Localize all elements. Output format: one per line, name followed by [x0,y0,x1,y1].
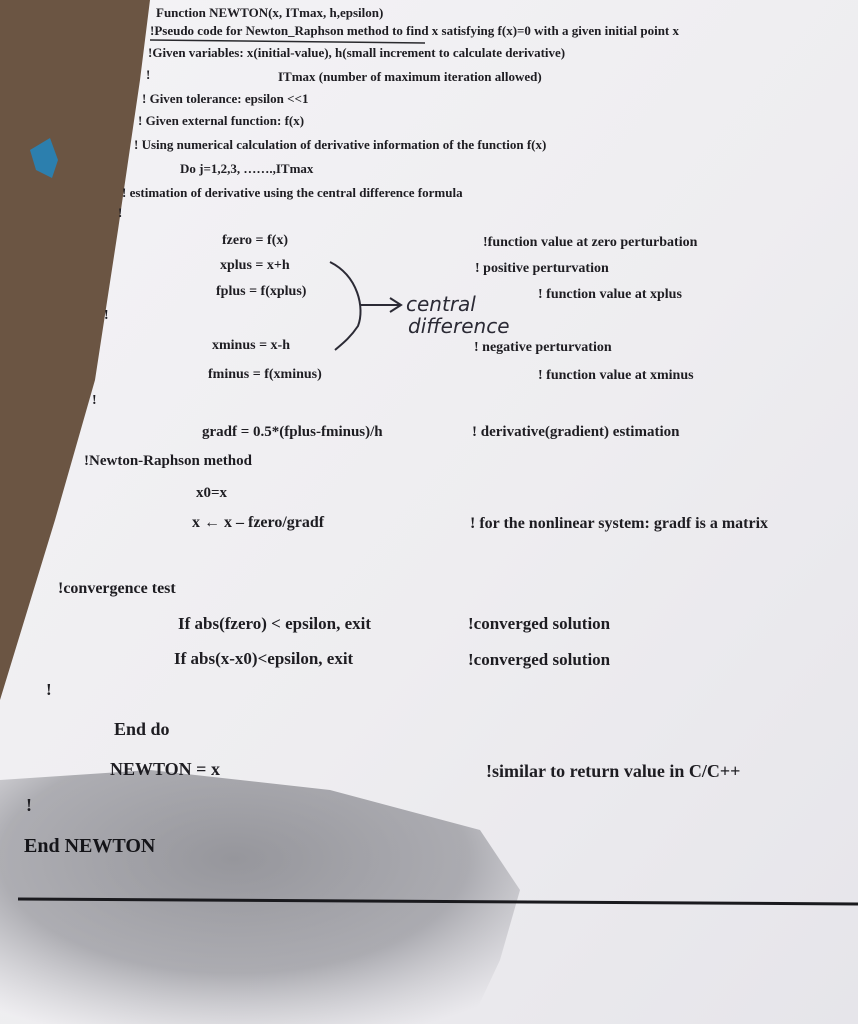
comment-xplus: ! positive perturvation [475,261,609,276]
code-xplus: xplus = x+h [220,258,290,273]
code-fplus: fplus = f(xplus) [216,284,307,299]
comment-mark: ! [104,308,109,323]
code-fminus: fminus = f(xminus) [208,367,322,382]
comment-itmax: ITmax (number of maximum iteration allowed) [278,69,542,84]
code-if-fzero: If abs(fzero) < epsilon, exit [178,614,372,633]
comment-fminus: ! function value at xminus [538,368,694,383]
handwritten-difference: difference [408,314,510,338]
comment-return: !similar to return value in C/C++ [486,761,741,781]
comment-numerical-derivative: ! Using numerical calculation of derivative information of the function f(x) [134,137,547,152]
code-gradf: gradf = 0.5*(fplus-fminus)/h [202,424,383,440]
comment-external-function: ! Given external function: f(x) [138,113,305,128]
comment-update: ! for the nonlinear system: gradf is a matrix [470,515,769,532]
comment-gradf: ! derivative(gradient) estimation [472,424,680,440]
comment-central-difference: ! estimation of derivative using the central difference formula [122,185,463,200]
comment-fplus: ! function value at xplus [538,287,682,302]
comment-mark: ! [146,67,151,82]
comment-given-vars: !Given variables: x(initial-value), h(small increment to calculate derivative) [148,45,566,60]
code-fzero: fzero = f(x) [222,233,289,248]
comment-converged-2: !converged solution [468,650,611,669]
heading-newton-raphson: !Newton-Raphson method [84,453,252,469]
comment-mark: ! [26,795,32,815]
code-xminus: xminus = x-h [212,338,290,353]
comment-fzero: !function value at zero perturbation [483,235,698,250]
comment-mark: ! [92,393,97,408]
code-x0: x0=x [196,485,228,501]
do-loop: Do j=1,2,3, …….,ITmax [180,161,314,176]
comment-mark: ! [46,680,52,699]
function-header: Function NEWTON(x, ITmax, h,epsilon) [156,5,384,20]
comment-xminus: ! negative perturvation [474,340,612,355]
code-update: x ← x – fzero/gradf [192,514,325,531]
code-if-x: If abs(x-x0)<epsilon, exit [174,649,354,668]
comment-pseudocode: !Pseudo code for Newton_Raphson method to find x satisfying f(x)=0 with a given initial point x [150,23,680,38]
code-end-newton: End NEWTON [24,835,156,857]
comment-tolerance: ! Given tolerance: epsilon <<1 [142,91,309,106]
code-return: NEWTON = x [110,759,220,779]
comment-mark: ! [118,205,123,220]
code-end-do: End do [114,719,170,739]
handwritten-central: central [406,292,476,316]
heading-convergence: !convergence test [58,580,176,597]
comment-converged-1: !converged solution [468,614,611,633]
